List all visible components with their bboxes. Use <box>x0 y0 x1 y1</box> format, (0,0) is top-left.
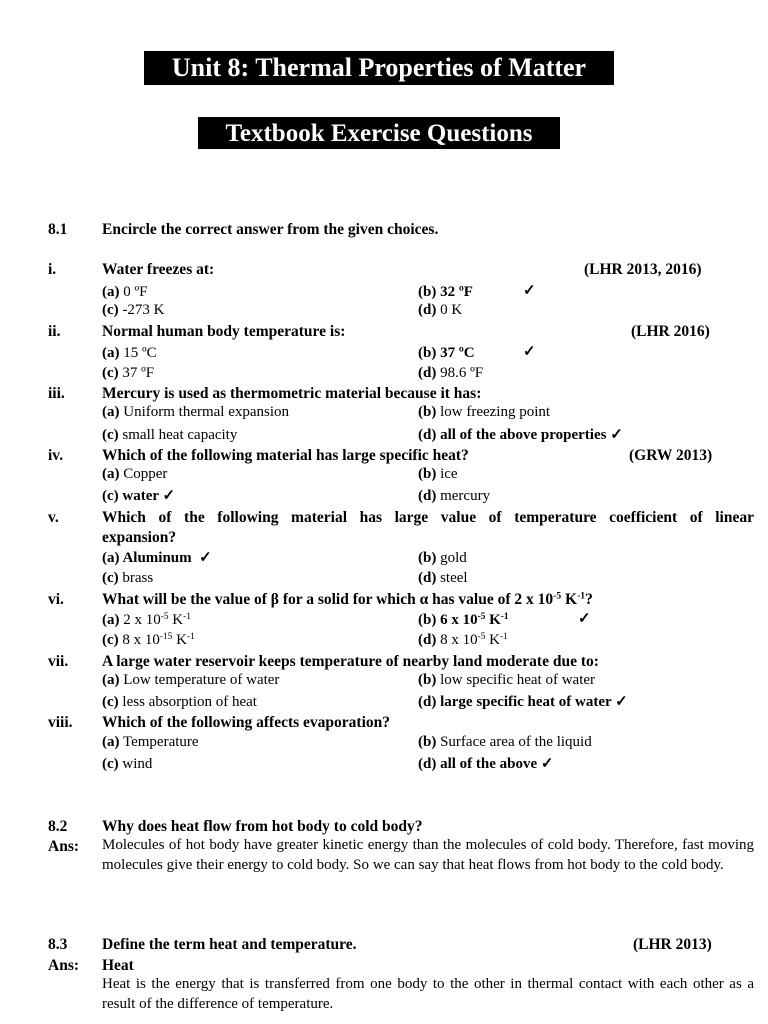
check-icon: ✓ <box>540 756 554 772</box>
exponent: -5 <box>477 611 486 622</box>
option-text: 0 K <box>440 302 463 318</box>
option-label: (c) <box>102 570 119 586</box>
option-d <box>418 571 468 586</box>
exponent: -1 <box>577 590 586 602</box>
option-c <box>102 489 175 504</box>
option-label: (b) <box>418 734 437 750</box>
mcq-number: ii. <box>48 323 61 340</box>
answer-heading: Heat <box>102 957 134 974</box>
option-text: mercury <box>440 488 491 504</box>
check-icon: ✓ <box>199 550 212 566</box>
option-label: (c) <box>102 632 119 648</box>
mcq-stem <box>102 592 593 608</box>
option-b <box>418 285 473 300</box>
unit-text: K <box>561 591 578 608</box>
exponent: -1 <box>183 611 191 622</box>
stem-text: ? <box>585 591 593 608</box>
question-number: 8.3 <box>48 936 68 953</box>
option-a <box>102 673 279 688</box>
option-text: small heat capacity <box>122 427 238 443</box>
option-text: 37 ºF <box>122 365 155 381</box>
option-text: Aluminum <box>122 550 192 566</box>
option-label: (d) <box>418 570 437 586</box>
question-text: Why does heat flow from hot body to cold body? <box>102 818 423 835</box>
option-text: 8 x 10 <box>122 632 160 648</box>
option-a <box>102 346 157 361</box>
source-reference: (LHR 2013, 2016) <box>584 261 702 278</box>
mcq-stem: Mercury is used as thermometric material because it has: <box>102 385 482 402</box>
option-d <box>418 428 623 443</box>
option-a <box>102 405 289 420</box>
answer-text: Molecules of hot body have greater kinetic energy than the molecules of cold body. Therefore, fast moving molecules give their energy to cold body. So we can say that heat flows from hot body to the cold body. <box>102 837 754 873</box>
option-label: (a) <box>102 345 120 361</box>
option-text: steel <box>440 570 468 586</box>
option-a <box>102 467 167 482</box>
mcq-number: vii. <box>48 653 69 670</box>
mcq-stem: Normal human body temperature is: <box>102 323 346 340</box>
exponent: -5 <box>477 631 486 642</box>
answer-label: Ans: <box>48 957 80 974</box>
mcq-stem: Which of the following material has large specific heat? <box>102 447 469 464</box>
section-title: Textbook Exercise Questions <box>198 117 560 149</box>
option-label: (a) <box>102 404 120 420</box>
option-text: all of the above <box>440 756 538 772</box>
option-c <box>102 303 164 318</box>
option-a <box>102 285 148 300</box>
option-text: 8 x 10 <box>440 632 478 648</box>
option-c <box>102 428 237 443</box>
option-text: brass <box>122 570 154 586</box>
option-label: (d) <box>418 427 437 443</box>
exponent: -5 <box>553 590 562 602</box>
answer-text: Heat is the energy that is transferred from one body to the other in thermal contact with each other as a result of the difference of temperature. <box>102 976 754 1012</box>
option-d <box>418 489 490 504</box>
option-label: (c) <box>102 756 119 772</box>
mcq-stem: Which of the following affects evaporation? <box>102 714 391 731</box>
option-text: all of the above properties <box>440 427 607 443</box>
option-label: (d) <box>418 756 437 772</box>
option-text: low freezing point <box>440 404 551 420</box>
mcq-number: iii. <box>48 385 65 402</box>
unit-text: K <box>485 632 500 648</box>
option-b <box>418 467 458 482</box>
question-text: Encircle the correct answer from the given choices. <box>102 221 439 238</box>
option-label: (c) <box>102 302 119 318</box>
unit-title: Unit 8: Thermal Properties of Matter <box>144 51 614 85</box>
exponent: -1 <box>499 631 508 642</box>
option-b <box>418 673 595 688</box>
option-text: 37 ºC <box>440 345 475 361</box>
option-label: (c) <box>102 694 119 710</box>
exponent: -5 <box>160 611 169 622</box>
source-reference: (GRW 2013) <box>629 447 713 464</box>
option-text: Copper <box>123 466 168 482</box>
option-label: (a) <box>102 612 120 628</box>
option-d <box>418 757 554 772</box>
unit-text: K <box>168 612 184 628</box>
option-text: ice <box>440 466 458 482</box>
check-icon: ✓ <box>523 283 536 299</box>
option-d <box>418 633 508 648</box>
mcq-number: vi. <box>48 591 64 608</box>
option-text: Uniform thermal expansion <box>123 404 290 420</box>
option-c <box>102 695 257 710</box>
option-c <box>102 757 152 772</box>
unit-text: K <box>172 632 187 648</box>
question-text: Define the term heat and temperature. <box>102 936 357 953</box>
option-text: 2 x 10 <box>123 612 161 628</box>
option-text: large specific heat of water <box>440 694 612 710</box>
option-text: wind <box>122 756 153 772</box>
check-icon: ✓ <box>162 488 176 504</box>
option-label: (c) <box>102 427 119 443</box>
option-text: less absorption of heat <box>122 694 257 710</box>
option-label: (a) <box>102 466 120 482</box>
option-text: gold <box>440 550 467 566</box>
option-label: (d) <box>418 302 437 318</box>
exponent: -1 <box>186 631 195 642</box>
check-icon: ✓ <box>615 694 628 710</box>
option-label: (a) <box>102 550 120 566</box>
check-icon: ✓ <box>610 427 623 443</box>
source-reference: (LHR 2013) <box>633 936 712 953</box>
option-label: (a) <box>102 284 120 300</box>
option-label: (d) <box>418 694 437 710</box>
option-text: 0 ºF <box>123 284 148 300</box>
option-label: (d) <box>418 365 437 381</box>
option-label: (b) <box>418 345 437 361</box>
option-text: -273 K <box>122 302 165 318</box>
option-text: Surface area of the liquid <box>440 734 592 750</box>
option-b <box>418 735 592 750</box>
source-reference: (LHR 2016) <box>631 323 710 340</box>
option-label: (a) <box>102 672 120 688</box>
exponent: -15 <box>159 631 173 642</box>
option-label: (c) <box>102 365 119 381</box>
question-number: 8.1 <box>48 221 68 238</box>
option-label: (b) <box>418 284 437 300</box>
option-text: water <box>122 488 159 504</box>
option-text: 32 ºF <box>440 284 473 300</box>
mcq-number: v. <box>48 509 59 526</box>
mcq-number: viii. <box>48 714 73 731</box>
option-text: 98.6 ºF <box>440 365 484 381</box>
option-text: 15 ºC <box>123 345 157 361</box>
check-icon: ✓ <box>523 344 536 360</box>
option-b <box>418 551 467 566</box>
option-label: (b) <box>418 672 437 688</box>
unit-text: K <box>485 612 501 628</box>
option-d <box>418 366 483 381</box>
option-c <box>102 633 195 648</box>
option-a <box>102 735 199 750</box>
option-label: (c) <box>102 488 119 504</box>
option-a <box>102 613 191 628</box>
option-label: (b) <box>418 612 437 628</box>
check-icon: ✓ <box>578 611 591 627</box>
option-a <box>102 551 212 566</box>
option-c <box>102 571 153 586</box>
option-c <box>102 366 154 381</box>
option-b <box>418 346 475 361</box>
option-text: Low temperature of water <box>123 672 280 688</box>
option-d <box>418 303 462 318</box>
option-label: (d) <box>418 488 437 504</box>
option-label: (b) <box>418 466 437 482</box>
mcq-stem-continued: expansion? <box>102 529 177 546</box>
mcq-stem: Which of the following material has large value of temperature coefficient of linear <box>102 509 754 526</box>
option-b <box>418 613 509 628</box>
option-text: low specific heat of water <box>440 672 596 688</box>
mcq-number: iv. <box>48 447 64 464</box>
mcq-number: i. <box>48 261 57 278</box>
answer-label: Ans: <box>48 838 80 855</box>
question-number: 8.2 <box>48 818 68 835</box>
option-b <box>418 405 550 420</box>
option-label: (a) <box>102 734 120 750</box>
stem-text: What will be the value of β for a solid for which α has value of 2 x 10 <box>102 591 554 608</box>
mcq-stem: A large water reservoir keeps temperature of nearby land moderate due to: <box>102 653 599 670</box>
option-d <box>418 695 628 710</box>
mcq-stem: Water freezes at: <box>102 261 215 278</box>
option-label: (b) <box>418 404 437 420</box>
exponent: -1 <box>500 611 509 622</box>
option-text: Temperature <box>122 734 199 750</box>
option-label: (d) <box>418 632 437 648</box>
option-text: 6 x 10 <box>440 612 478 628</box>
option-label: (b) <box>418 550 437 566</box>
